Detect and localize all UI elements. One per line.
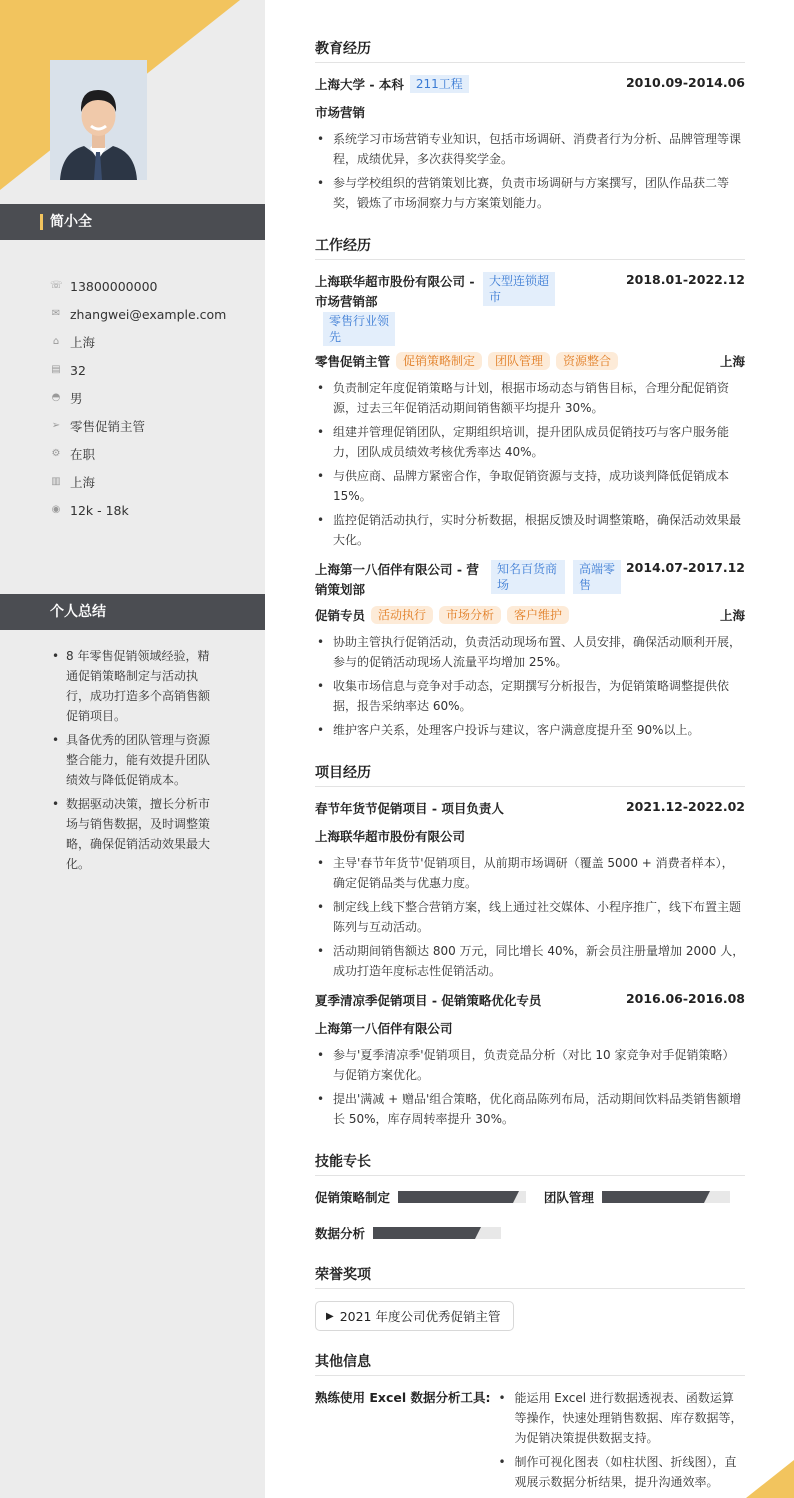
other-label: 熟练使用 Excel 数据分析工具: <box>315 1390 491 1405</box>
skill-level-fill <box>373 1227 475 1239</box>
skill-level-fill <box>602 1191 704 1203</box>
contact-phone: ☏ 13800000000 <box>50 278 158 294</box>
contact-home: ⌂ 上海 <box>50 328 226 356</box>
skill-tag: 促销策略制定 <box>396 352 482 370</box>
skill-level-bar <box>602 1191 730 1203</box>
award-item[interactable]: ▶ 2021 年度公司优秀促销主管 <box>315 1301 514 1331</box>
project-period: 2021.12-2022.02 <box>625 799 745 814</box>
list-item: • 能运用 Excel 进行数据透视表、函数运算等操作，快速处理销售数据、库存数据等，为促销决策提供数据支持。 <box>496 1388 745 1448</box>
other-row <box>315 1388 745 1496</box>
list-item: • 组建并管理促销团队，定期组织培训，提升团队成员促销技巧与客户服务能力，团队成员绩效考核优秀率达 40%。 <box>315 422 745 462</box>
job-duties <box>315 632 745 740</box>
job-tag: 高端零售 <box>573 560 621 594</box>
list-item: • 参与'夏季清凉季'促销项目，负责竞品分析（对比 10 家竞争对手促销策略）与促销方案优化。 <box>315 1045 745 1085</box>
project-list <box>315 853 745 981</box>
major: 市场营销 <box>315 105 366 120</box>
job-company: 上海第一八佰伴有限公司 - 营销策划部 <box>315 562 479 597</box>
skill-level-fill <box>398 1191 513 1203</box>
school-tag: 211工程 <box>410 75 469 93</box>
list-item: • 提出'满减 + 赠品'组合策略，优化商品陈列布局，活动期间饮料品类销售额增长 50%，库存周转率提升 30%。 <box>315 1089 745 1129</box>
education-list <box>315 129 745 213</box>
list-item: • 主导'春节年货节'促销项目，从前期市场调研（覆盖 5000 + 消费者样本），确定促销品类与优惠力度。 <box>315 853 745 893</box>
job-tag: 零售行业领先 <box>323 312 395 346</box>
school-name: 上海大学 - 本科 <box>315 77 404 92</box>
skills-title: 技能专长 <box>315 1151 745 1176</box>
profile-name: 简小全 <box>50 214 92 230</box>
job-period: 2018.01-2022.12 <box>625 272 745 287</box>
send-icon: ➢ <box>51 420 61 431</box>
name-bar <box>0 204 265 240</box>
list-item: • 监控促销活动执行，实时分析数据，根据反馈及时调整策略，确保活动效果最大化。 <box>315 510 745 550</box>
education-title: 教育经历 <box>315 38 745 63</box>
contact-age: ▤ 32 <box>51 362 86 378</box>
list-item: • 收集市场信息与竞争对手动态，定期撰写分析报告，为促销策略调整提供依据，报告采纳率达 60%。 <box>315 676 745 716</box>
mail-icon: ✉ <box>51 308 61 319</box>
project-header <box>315 991 745 1009</box>
list-item: • 活动期间销售额达 800 万元，同比增长 40%，新会员注册量增加 2000 人，成功打造年度标志性促销活动。 <box>315 941 745 981</box>
list-item: • 负责制定年度促销策略与计划，根据市场动态与销售目标，合理分配促销资源，过去三年促销活动期间销售额平均提升 30%。 <box>315 378 745 418</box>
other-title: 其他信息 <box>315 1351 745 1376</box>
decorative-corner <box>746 1460 794 1498</box>
summary-bar <box>0 594 265 630</box>
job-role: 促销专员 <box>315 608 366 623</box>
project-list <box>315 1045 745 1129</box>
home-icon: ⌂ <box>52 336 60 347</box>
skill-tag: 团队管理 <box>488 352 550 370</box>
skill-level-bar <box>373 1227 501 1239</box>
list-item: • 系统学习市场营销专业知识，包括市场调研、消费者行为分析、品牌管理等课程，成绩优异，多次获得奖学金。 <box>315 129 745 169</box>
project-header <box>315 799 745 817</box>
summary-title: 个人总结 <box>50 604 106 620</box>
job-header <box>315 272 745 346</box>
projects-title: 项目经历 <box>315 762 745 787</box>
skill-tag: 客户维护 <box>507 606 569 624</box>
city-icon: ▥ <box>51 476 61 487</box>
age-icon: ▤ <box>51 364 61 375</box>
skill-level-bar <box>398 1191 526 1203</box>
avatar <box>50 60 147 180</box>
contact-salary: ◉ 12k - 18k <box>51 502 129 518</box>
project-name: 春节年货节促销项目 - 项目负责人 <box>315 801 504 816</box>
skill-item: 团队管理 <box>544 1188 730 1206</box>
contact-status: ⚙ 在职 <box>51 447 96 462</box>
list-item: • 参与学校组织的营销策划比赛，负责市场调研与方案撰写，团队作品获二等奖，锻炼了市场洞察力与方案策划能力。 <box>315 173 745 213</box>
education-period: 2010.09-2014.06 <box>625 75 745 90</box>
list-item: • 维护客户关系，处理客户投诉与建议，客户满意度提升至 90%以上。 <box>315 720 745 740</box>
contact-city: ▥ 上海 <box>51 475 96 490</box>
summary-item: • 8 年零售促销领域经验，精通促销策略制定与活动执行，成功打造多个高销售额促销项目。 <box>50 646 215 726</box>
triangle-right-icon: ▶ <box>326 1310 334 1322</box>
work-title: 工作经历 <box>315 235 745 260</box>
skill-tag: 活动执行 <box>371 606 433 624</box>
job-period: 2014.07-2017.12 <box>625 560 745 575</box>
job-duties <box>315 378 745 550</box>
job-city: 上海 <box>719 354 745 369</box>
education-header <box>315 75 745 93</box>
skill-item: 促销策略制定 <box>315 1188 526 1206</box>
job-company: 上海联华超市股份有限公司 - 市场营销部 <box>315 274 475 309</box>
list-item: • 协助主管执行促销活动，负责活动现场布置、人员安排，确保活动顺利开展，参与的促销活动现场人流量平均增加 25%。 <box>315 632 745 672</box>
job-role-row <box>315 606 745 624</box>
salary-icon: ◉ <box>51 504 61 515</box>
phone-icon: ☏ <box>50 280 63 291</box>
summary-item: • 具备优秀的团队管理与资源整合能力，能有效提升团队绩效与降低促销成本。 <box>50 730 215 790</box>
skill-tag: 市场分析 <box>439 606 501 624</box>
list-item: • 制作可视化图表（如柱状图、折线图），直观展示数据分析结果，提升沟通效率。 <box>496 1452 745 1492</box>
skill-tag: 资源整合 <box>556 352 618 370</box>
job-city: 上海 <box>719 608 745 623</box>
gender-icon: ◓ <box>51 392 61 403</box>
project-period: 2016.06-2016.08 <box>625 991 745 1006</box>
job-role-row <box>315 352 745 370</box>
project-name: 夏季清凉季促销项目 - 促销策略优化专员 <box>315 993 542 1008</box>
job-role: 零售促销主管 <box>315 354 391 369</box>
job-tag: 大型连锁超市 <box>483 272 555 306</box>
project-org: 上海联华超市股份有限公司 <box>315 829 466 844</box>
job-tag: 知名百货商场 <box>491 560 565 594</box>
contact-position: ➢ 零售促销主管 <box>51 419 146 434</box>
main-content <box>315 38 745 1496</box>
sidebar <box>0 0 265 1498</box>
list-item: • 制定线上线下整合营销方案，线上通过社交媒体、小程序推广，线下布置主题陈列与互动活动。 <box>315 897 745 937</box>
awards-title: 荣誉奖项 <box>315 1264 745 1289</box>
skills-list-row2 <box>315 1224 745 1242</box>
contact-gender: ◓ 男 <box>51 391 83 406</box>
skill-item: 数据分析 <box>315 1224 501 1242</box>
contact-email: ✉ zhangwei@example.com <box>51 306 227 322</box>
project-org: 上海第一八佰伴有限公司 <box>315 1021 453 1036</box>
contact-list <box>50 272 226 524</box>
summary-list <box>50 646 215 878</box>
status-icon: ⚙ <box>51 448 61 459</box>
list-item: • 与供应商、品牌方紧密合作，争取促销资源与支持，成功谈判降低促销成本 15%。 <box>315 466 745 506</box>
other-list <box>496 1388 745 1496</box>
skills-list <box>315 1188 745 1206</box>
job-header <box>315 560 745 600</box>
summary-item: • 数据驱动决策，擅长分析市场与销售数据，及时调整策略，确保促销活动效果最大化。 <box>50 794 215 874</box>
